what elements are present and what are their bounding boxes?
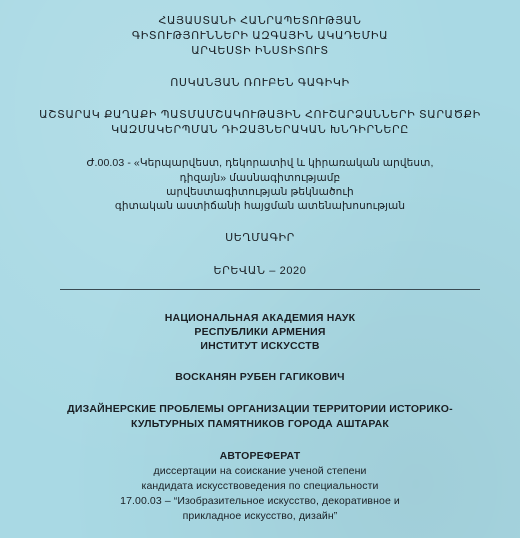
armenian-spec-line-1: Ժ.00.03 - «Կերպարվեստ, դեկորատիվ և կիրառական արվեստ, xyxy=(86,157,434,169)
armenian-org-line-2: ԳԻՏՈՒԹՅՈՒՆՆԵՐԻ ԱԶԳԱՅԻՆ ԱԿԱԴԵՄԻԱ xyxy=(131,30,389,42)
armenian-doc-type: ՍԵՂՄԱԳԻՐ xyxy=(225,232,295,244)
armenian-org-line-3: ԱՐՎԵՍՏԻ ԻՆՍՏԻՏՈՒՏ xyxy=(191,45,329,57)
russian-org-line-1: НАЦИОНАЛЬНАЯ АКАДЕМИЯ НАУК xyxy=(164,312,356,324)
armenian-author: ՈՍԿԱՆՅԱՆ ՌՈՒԲԵՆ ԳԱԳԻԿԻ xyxy=(170,77,350,89)
russian-title-line-1: ДИЗАЙНЕРСКИЕ ПРОБЛЕМЫ ОРГАНИЗАЦИИ ТЕРРИТОРИИ ИСТОРИКО- xyxy=(67,403,453,415)
russian-author: ВОСКАНЯН РУБЕН ГАГИКОВИЧ xyxy=(175,371,345,383)
armenian-title-line-1: ԱՇՏԱՐԱԿ ՔԱՂԱՔԻ ՊԱՏՄԱՄՇԱԿՈՒԹԱՅԻՆ ՀՈՒՇԱՐՁԱՆՆԵՐԻ ՏԱՐԱԾՔԻ xyxy=(39,109,481,121)
armenian-spec-line-3: արվեստագիտության թեկնածուի xyxy=(166,186,354,198)
armenian-city-year: ԵՐԵՎԱՆ – 2020 xyxy=(213,265,307,277)
russian-desc-line-2: кандидата искусствоведения по специальности xyxy=(141,480,379,492)
russian-desc-line-1: диссертации на соискание ученой степени xyxy=(153,465,367,477)
russian-doc-type: АВТОРЕФЕРАТ xyxy=(219,450,301,462)
armenian-title-line-2: ԿԱԶՄԱԿԵՐՊՄԱՆ ԴԻԶԱՅՆԵՐԱԿԱՆ ԽՆԴԻՐՆԵՐԸ xyxy=(111,124,409,136)
armenian-spec-line-4: գիտական աստիճանի հայցման ատենախոսության xyxy=(114,200,406,212)
armenian-spec-line-2: դիզայն» մասնագիտությամբ xyxy=(179,172,341,184)
russian-org-line-3: ИНСТИТУТ ИСКУССТВ xyxy=(200,340,320,352)
russian-desc-line-4: прикладное искусство, дизайн” xyxy=(182,510,338,522)
section-divider xyxy=(60,289,480,290)
russian-title-line-2: КУЛЬТУРНЫХ ПАМЯТНИКОВ ГОРОДА АШТАРАК xyxy=(130,418,390,430)
russian-org-line-2: РЕСПУБЛИКИ АРМЕНИЯ xyxy=(194,326,326,338)
russian-desc-line-3: 17.00.03 – “Изобразительное искусство, декоративное и xyxy=(120,495,400,507)
armenian-org-line-1: ՀԱՅԱՍՏԱՆԻ ՀԱՆՐԱՊԵՏՈՒԹՅԱՆ xyxy=(158,15,362,27)
